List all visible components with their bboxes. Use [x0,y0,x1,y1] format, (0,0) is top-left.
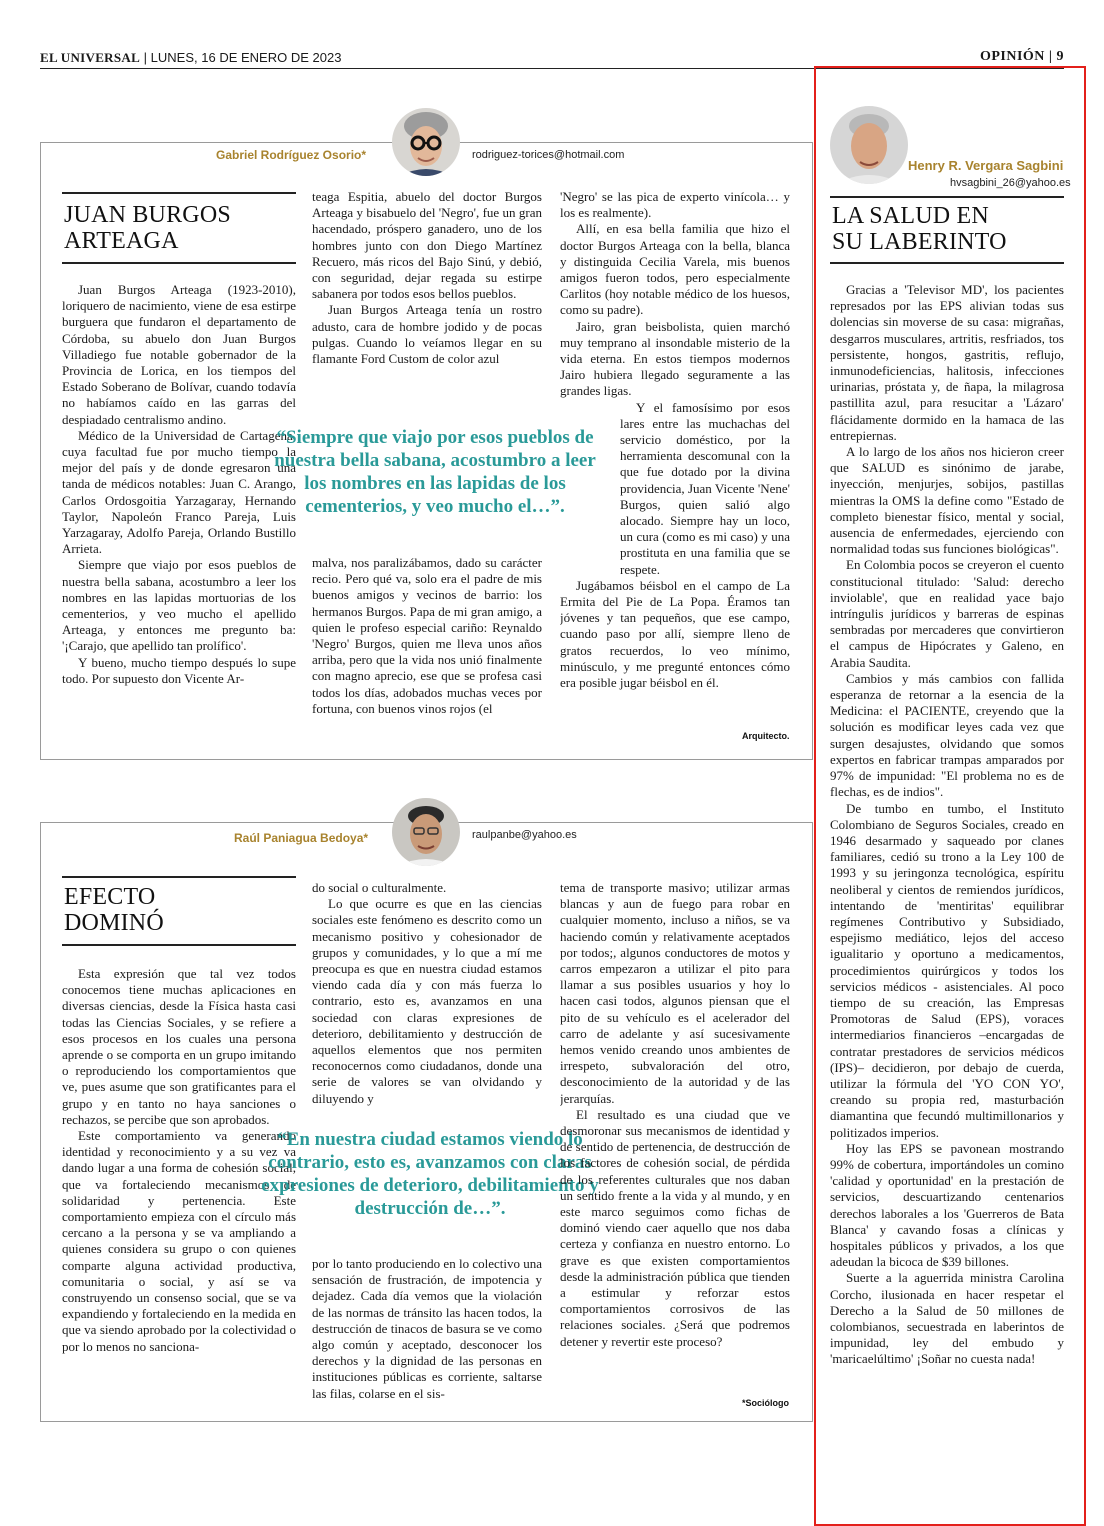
author-photo-1 [392,108,460,176]
title-rule-bottom-1 [62,262,296,264]
author-email-2: raulpanbe@yahoo.es [472,829,577,841]
article2-column-3 [560,880,790,1394]
article3-p3: En Colombia pocos se creyeron el cuento constitucional titulado: 'Salud: derecho inviolable', que en realidad yace bajo intríngulis jurídicos y barreras de espinas sembradas por mercaderes que convirtieron el campus de Hipócrates y Galeno, en Arabia Saudita. [830,557,1064,670]
article2-col3-p1: tema de transporte masivo; utilizar armas blancas y aun de fuego para robar en cualquier momento, incluso a niños, se va haciendo común y relativamente aceptados por todos;, algunos conductores de motos y carros empezaron a utilizar el pito para llamar a sus posibles usuarios y hoy lo hacen casi todos, algunos piensan que el pito de su vehículo es el acelerador del carro de adelante y así sucesivamente hemos venido creando unos ambientes de irrespeto, subvaloración del otro, desconocimiento de la autoridad y de las jerarquías. [560,880,790,1106]
article2-column-2-top [312,880,542,1112]
article1-col2-p2: Juan Burgos Arteaga tenía un rostro adusto, cara de hombre jodido y de pocas pulgas. Cuando lo veíamos llegar en su flamante Ford Custom de color azul [312,302,542,367]
author-signature-2: *Sociólogo [742,1398,789,1408]
article3-p2: A lo largo de los años nos hicieron creer que SALUD es sinónimo de jarabe, inyección, menjurjes, sobijos, pastillas mientras la OMS la define como "Estado de completo bienestar físico, mental y social, ausencia de enfermedades, ejerciendo con normalidad todas sus funciones biológicas". [830,444,1064,557]
article1-col3-p5: Jugábamos béisbol en el campo de La Ermita del Pie de La Popa. Éramos tan jóvenes y tan pequeños, que ese campo, cuando paso por allí, siempre lleno de gratos recuerdos, lo veo mínimo, minúsculo, y me pregunté entonces cómo era posible jugar béisbol en él. [560,577,790,691]
article1-col1-p2: Médico de la Universidad de Cartagena, cuya facultad fue por mucho tiempo la mejor del país y de donde egresaron una tanda de médicos notables: Juan C. Arango, Carlos Ordosgoitia Yarzagaray, Hernando Taylor, Napoleón Franco Pareja, Luis Yarzagaray, Adolfo Pareja, Orlando Bustillo Arrieta. [62,427,296,557]
article2-col2-p3: por lo tanto produciendo en lo colectivo una sensación de frustración, de impotencia y dejadez. Cada día vemos que la violación de las normas de tránsito las hacen todos, la destrucción de tinacos de basura se ve como algo común y aceptado, desconocer los derechos y la dignidad de las personas en instituciones públicas es corriente, saltarse las filas, colarse en el sis- [312,1256,542,1401]
title-rule-bottom-2 [62,944,296,946]
article1-col2-p3: malva, nos paralizábamos, dado su carácter recio. Pero qué va, solo era el padre de mis buenos amigos y vecinos de barrio: los hermanos Burgos. Papa de mi gran amigo, a quien le profeso especial cariño: Reynaldo 'Negro' Burgos, quien me lleva unos años arriba, pero que la vida nos unió finalmente con magno aprecio, ese que se profesa casi todos los días, adobados muchas veces por fortuna, con buenos vinos rojos (el [312,555,542,716]
article1-col3-p1: 'Negro' se las pica de experto vinícola… y los es realmente). [560,189,790,221]
highlight-frame [814,66,1086,1526]
article1-col1-p3: Siempre que viajo por esos pueblos de nuestra bella sabana, acostumbro a leer los nombres en las lapidas mortuorias de los cementerios, y veo mucho el apellido Arteaga, y entonces me pregunto ba: '¡Carajo, que apellido tan prolífico'. [62,557,296,654]
article2-col1-p1: Esta expresión que tal vez todos conocemos tiene muchas aplicaciones en diversas ciencias, desde la Física hasta casi todas las Ciencias Sociales, y se refiere a esos procesos en los cuales una persona aprende o se comporta en un grupo imitando o reproduciendo los comportamientos que ve, pues asume que son gratificantes para el grupo y en tanto no haya sanciones o rechazos, se percibe que son aprobados. [62,966,296,1127]
article3-p1: Gracias a 'Televisor MD', los pacientes represados por las EPS alivian todas sus dolencias sin moverse de su casa: migrañas, desgarros musculares, artritis, resfriados, tos persistente, hongos, gastritis, reflujo, inmunodeficiencias, halitosis, infecciones urinarias, próstata y, de ñapa, la milagrosa pastillita azul, para resucitar a 'Lázaro' flácidamente dormido en la hamaca de las entrepiernas. [830,282,1064,443]
header-left: EL UNIVERSAL | LUNES, 16 DE ENERO DE 2023 [40,50,342,65]
article2-column-2-bottom [312,1256,542,1406]
author-byline-1: Gabriel Rodríguez Osorio* [216,148,367,162]
article3-p7: Suerte a la aguerrida ministra Carolina Corcho, ilusionada en hacer respetar el Derecho a la Salud de 50 millones de colombianos, secuestrada en laberintos de impunidad, ley del embudo y 'maricaelúltimo' ¡Soñar no cuesta nada! [830,1270,1064,1367]
issue-date: LUNES, 16 DE ENERO DE 2023 [150,50,342,65]
article1-col1-p1: Juan Burgos Arteaga (1923-2010), loriquero de nacimiento, viene de esa estirpe burguera que fundaron el departamento de Córdoba, su abuelo don Juan Burgos Villadiego fue notable gobernador de la Provincia de Lorica, en los tiempos del Estado Soberano de Bolívar, cuando todavía no habíamos caído en las garras del despiadado centralismo andino. [62,282,296,427]
article2-col2-p1: do social o culturalmente. [312,880,447,895]
title-rule-top-2 [62,876,296,878]
author-email-1: rodriguez-torices@hotmail.com [472,149,625,161]
article1-column-2-bottom [312,555,542,747]
article1-col3-p4: Y el famosísimo por esos lares entre las muchachas del servicio doméstico, por la herramienta descomunal con la que fue dotado por la divina providencia, Juan Vicente 'Nene' Burgos, quien salió algo alocado. Siempre hay un loco, un cura (como es mi caso) y una prostituta en una familia que se respete. [620,399,790,577]
pull-quote-1: “Siempre que viajo por esos pueblos de nuestra bella sabana, acostumbro a leer los nombres en las lapidas de los cementerios, y veo mucho el…”. [274,427,596,517]
title-rule-top-1 [62,192,296,194]
article3-p6: Hoy las EPS se pavonean mostrando 99% de cobertura, importándoles un comino 'calidad y oportunidad' en la prestación de servicios, descuartizando centenarios derechos laborales a los 'Guerreros de Bata Blanca' y cavando fosas a clínicas y hospitales públicos y privados, a los que adeudan la bicoca de $39 billones. [830,1140,1064,1270]
article2-col1-p2: Este comportamiento va generando identidad y reconocimiento y a su vez va dando lugar a una forma de cohesión social, que va fortaleciendo mecanismos de solidaridad y pertenencia. Este comportamiento empieza con el círculo más cercano a la persona y se va ampliando a quienes considera su grupo o con quienes comparte alguna actividad productiva, comunitaria o social, y así se va construyendo un consenso social, que se va expandiendo y fortaleciendo en la medida en que va siendo aprobado por la colectividad o por lo menos no sanciona- [62,1128,296,1354]
article2-col2-p2: Lo que ocurre es que en las ciencias sociales este fenómeno es descrito como un mecanismo positivo y cohesionador de grupos y comunidades, y lo que a mí me preocupa es que en nuestra ciudad estamos viendo cada día y con más fuerza lo contrario, esto es, avanzamos en una sociedad con claras expresiones de deterioro, debilitamiento y destrucción de aquellos elementos que nos permiten reconocernos como ciudadanos, donde una serie de valores se van olvidando y diluyendo y [312,896,542,1106]
article-title-3: LA SALUD EN SU LABERINTO [832,203,1007,255]
article1-column-2-top [312,189,542,419]
section-name: OPINIÓN [979,49,1045,64]
article3-p4: Cambios y más cambios con fallida esperanza de retornar a la esencia de la Medicina: el PACIENTE, creyendo que la solución es modificar leyes cada vez que surgen desajustes, olvidando que somos expertos en fabricar trampas amparados por 97% de impunidad: "El problema no es de flechas, es de indios". [830,670,1064,800]
article1-col2-p1: teaga Espitia, abuelo del doctor Burgos Arteaga y bisabuelo del 'Negro', fue un gran hacendado, próspero ganadero, uno de los hombres junto con don Diego Martínez Recuero, más ricos del Bajo Sinú, y debió, con seguridad, dejar regada su estirpe sabanera por todos esos bellos pueblos. [312,189,542,302]
author-signature-1: Arquitecto. [742,731,790,741]
article3-p5: De tumbo en tumbo, el Instituto Colombiano de Seguros Sociales, creado en 1946 desarmado y saqueado por clanes familiares, cedió su trono a la Ley 100 de 1993 y su jeringonza tecnológica, espíritu neoliberal y cientos de remiendos jurídicos, intentando de 'mentiritas' equilibrar regímenes Contributivo y Subsidiado, espejismo mediático, lejos del acceso igualitario y oportuno a medicamentos, procedimientos quirúrgicos y todos los servicios médicos - asistenciales. Al poco tiempo de su creación, las Empresas Promotoras de Salud (EPS), voraces intermediarios financieros –encargadas de contratar prestadores de servicios médicos (IPS)– decidieron, por debajo de cuerda, utilizar la fórmula del 'YO CON YO', creando su propia red, masturbación diamantina que fecundó multimillonarios y politizados imperios. [830,800,1064,1140]
portrait-icon [392,798,460,866]
portrait-icon [392,108,460,176]
page-number: 9 [1056,49,1064,64]
article-title-1: JUAN BURGOS ARTEAGA [64,202,231,254]
author-photo-2 [392,798,460,866]
pull-quote-2: “En nuestra ciudad estamos viendo lo contrario, esto es, avanzamos con claras expresiones de deterioro, debilitamiento y destrucción de…”. [261,1129,599,1219]
article1-column-1 [62,282,296,752]
paper-name: EL UNIVERSAL [40,50,141,65]
article2-col3-p2: El resultado es una ciudad que ve desmoronar sus mecanismos de identidad y de sentido de pertenencia, de destrucción de los factores de cohesión social, de pérdida de los referentes culturales que nos daban un sentido frente a la vida y al mundo, y en este marco seguimos como fichas de dominó viendo caer aquello que nos daba certeza y confianza en nuestro entorno. Lo grave es que existen comportamientos desde la administración pública que tienden a estimular y reforzar estos comportamientos corrosivos de las relaciones sociales. ¿Será que podremos detener y revertir este proceso? [560,1106,790,1349]
header-right: OPINIÓN | 9 [979,49,1064,64]
article1-col3-p2: Allí, en esa bella familia que hizo el doctor Burgos Arteaga con la bella, blanca y distinguida Cecilia Varela, mis buenos amigos fueron todos, pero especialmente Carlitos (hoy notable médico de los huesos, como su padre). [560,221,790,318]
article1-col1-p4: Y bueno, mucho tiempo después lo supe todo. Por supuesto don Vicente Ar- [62,654,296,686]
author-email-3: hvsagbini_26@yahoo.es [950,177,1071,189]
article1-col3-p3: Jairo, gran beisbolista, quien marchó muy temprano al insondable misterio de la vida eterna. En estos tiempos modernos Jairo hubiera llegado seguramente a las grandes ligas. [560,318,790,399]
author-byline-2: Raúl Paniagua Bedoya* [234,831,369,845]
article1-column-3 [560,189,790,695]
article-title-2: EFECTO DOMINÓ [64,884,164,936]
author-byline-3: Henry R. Vergara Sagbini [908,158,1064,173]
